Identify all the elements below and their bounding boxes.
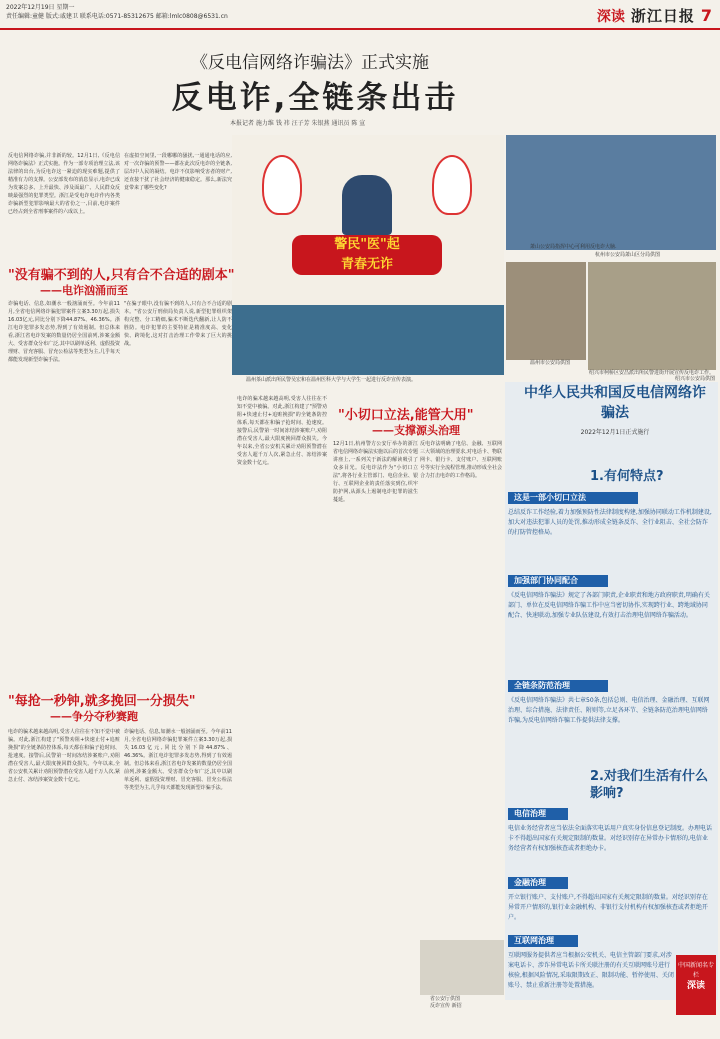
- tag-finance: 金融治理: [508, 877, 568, 889]
- section-name: 深读: [596, 8, 625, 25]
- paper-name: 浙江日报: [630, 7, 695, 25]
- mascot-left-icon: [262, 155, 302, 215]
- section2-text: 电诈的骗术越来越高明,受害人往往在不知不觉中被骗。对此,浙江构建了"预警劝阻+快速止付+追赃挽损"的全链条防控体系,每天都在和骗子抢时间、抢速度。接警后,民警第一时间冻结涉案账户,劝阻潜在受害人,最大限度挽回群众损失。今年以来,全省公安机关累计劝阻预警潜在受害人超千万人次,紧急止付、冻结涉案资金数十亿元。: [8, 729, 120, 783]
- anti-fraud-mascot-graphic: [420, 940, 504, 995]
- tag-internet: 互联网治理: [508, 935, 578, 947]
- tag-department-coordination: 加强部门协同配合: [508, 575, 608, 587]
- section3-text-2: 反电诈法明确了电信、金融、互联网三大领域的治理要求,对电话卡、物联网卡、银行卡、支付账户、互联网账号等实行全流程管理,推动形成全社会合力打击电诈的工作格局。: [420, 441, 502, 479]
- photo-shaoxing: [588, 262, 716, 370]
- slogan-line-2: 青春无诈: [340, 257, 393, 272]
- section2-text-2: 诈骗电话、信息,如潮水一般汹涌而至。今年前11月,全省电信网络诈骗犯罪案件立案3.30万起,损失16.03亿元,同比分别下降44.87%、46.36%。浙江电诈犯罪多发态势,得到了有效遏制。但总体来看,浙江省电诈发案的数量仍居全国前列,涉案金额大、受害群众分布广泛,其中以刷单返利、虚假投资理财、冒充客服、冒充公检法等类型为主,几乎每天都能发现新型诈骗手法。: [124, 729, 232, 791]
- text-internet: 互联网服务提供者应当根据公安机关、电信主管部门要求,对涉案电话卡、涉诈异常电话卡所关联注册的有关互联网账号进行核验,根据风险情况,采取限期改正、限制功能、暂停使用、关闭账号、禁止重新注册等处置措施。: [508, 952, 674, 989]
- article-byline: 本报记者 施力维 钱 祎 汪子芳 朱银燕 通讯员 陈 宣: [230, 120, 366, 127]
- column-logo-top: 中国新闻名专栏: [677, 962, 714, 979]
- page-header: [0, 0, 720, 30]
- section2-title: "每抢一秒钟,就多挽回一分损失": [8, 694, 196, 709]
- police-officer-figure: [342, 175, 392, 235]
- photo-command-center: [506, 135, 716, 250]
- main-caption: 温州茶山派出所民警吴宏和在温州医科大学与大学生一起进行反诈宣传表演。: [246, 377, 417, 383]
- section2-subtitle: ——争分夺秒赛跑: [50, 710, 138, 723]
- text-telecom: 电信业务经营者应当依法全面落实电话用户真实身份信息登记制度。办理电话卡不得超出国家有关规定限制的数量。对经识别存在异常办卡情形的,电信业务经营者有权加强核查或者拒绝办卡。: [508, 825, 713, 852]
- article-pretitle: 《反电信网络诈骗法》正式实施: [191, 53, 429, 73]
- tag-full-chain: 全链条防范治理: [508, 680, 608, 692]
- question-1: 1.有何特点?: [590, 469, 664, 484]
- intro-text: 反电信网络诈骗,并非新的较。12月1日,《反电信网络诈骗法》正式实施。作为一部专项治理立法,该法律的出台,为反电诈这一紧迫的现实难题,提供了精准有力的支撑。公安部发布的消息显示,电诈已成为发案总多、上升最快、涉及面最广、人民群众反映最强烈的犯罪类型。浙江是受电诈电诈作内各类诈骗新型犯罪影响最大的省份之一,目前,电诈案件已经占到全省刑事案件的六成以上。: [8, 153, 120, 215]
- mascot-right-icon: [432, 155, 472, 215]
- section3-text: 12月1日,杭州警方公安厅举办的浙江省电信网络诈骗法实施以后的首次专题讲座上,一系列关于新法的解读吸引了众多目光。反电诈法作为"小切口立法",将各行业主管部门、电信企业、银行、互联网企业的责任落实到位,织牢防护网,从源头上遏制电诈犯罪的滋生蔓延。: [333, 441, 419, 503]
- intro-text-2: 在虚拟空间里,一段哪哪的骚扰,一通通电话的应,对一次诈骗的预警——都在此次反电诈的全链条,层出中人民的凝结。电诈不仅影响受害者的财产,还直接干扰了社会经济的健康稳定。那么,新法究竟带来了哪些变化?: [124, 153, 232, 191]
- tag-telecom: 电信治理: [508, 808, 568, 820]
- section1-title: "没有骗不到的人,只有合不合适的剧本": [8, 268, 235, 283]
- header-editors: 责任编辑:童健 版式:戚建卫 联系电话:0571-85312675 邮箱:lmlc0808@6531.cn: [6, 13, 228, 20]
- section3-subtitle: ——支撑源头治理: [372, 424, 460, 437]
- middle-text: 电诈的骗术越来越高明,受害人往往在不知不觉中被骗。对此,浙江构建了"预警劝阻+快速止付+追赃挽损"的全链条防控体系,每天都在和骗子抢时间、抢速度。接警后,民警第一时间冻结涉案账户,劝阻潜在受害人,最大限度挽回群众损失。今年以来,全省公安机关累计劝阻预警潜在受害人超千万人次,紧急止付、冻结涉案资金数十亿元。: [237, 396, 327, 466]
- bottom-photo-credit: 省公安厅供图: [430, 996, 461, 1002]
- page-number: 7: [700, 6, 712, 25]
- section1-text: 诈骗电话、信息,如潮水一般汹涌而至。今年前11月,全省电信网络诈骗犯罪案件立案3.30万起,损失16.03亿元,同比分别下降44.87%、46.36%。浙江电诈犯罪多发态势,得到了有效遏制。但总体来看,浙江省电诈发案的数量仍居全国前列,涉案金额大、受害群众分布广泛,其中以刷单返利、虚假投资理财、冒充客服、冒充公检法等类型为主,几乎每天都能发现新型诈骗手法。: [8, 301, 120, 363]
- text-small-legislation: 总结反诈工作经验,着力加强预防性法律制度构建,加强协同联动工作机制建设,加大对违法犯罪人员的处罚,推动形成全链条反诈、全行业阻击、全社会防诈的打防管控格局。: [508, 509, 712, 536]
- photo3-credit: 绍兴市公安局供图: [675, 376, 716, 382]
- photo1-credit: 杭州市公安局萧山区分局供图: [595, 252, 661, 258]
- stage-background: [232, 305, 504, 375]
- question-2: 2.对我们生活有什么影响?: [590, 769, 708, 801]
- text-department-coordination: 《反电信网络诈骗法》规定了各部门职责,企业职责和地方政府职责,明确有关部门、单位在反电信网络诈骗工作中应当密切协作,实现跨行业、跨地域协同配合、快速联动,加强专业队伍建设,有效打击治理电信网络诈骗活动。: [508, 592, 710, 619]
- photo3-caption: 绍兴市柯桥区安昌派出所民警进街开展宣传反电诈工作。: [589, 370, 715, 376]
- photo-wenzhou: [506, 262, 586, 360]
- law-box-title: 中华人民共和国反电信网络诈骗法: [524, 385, 706, 421]
- slogan-line-1: 警民"医"起: [334, 237, 400, 252]
- article-title: 反电诈,全链条出击: [171, 80, 459, 116]
- section1-text-2: "在骗子眼中,没有骗不到的人,只有合不合适的剧本。"省公安厅刑侦局负责人说,新型犯罪组织架构完整、分工精细,骗术不断迭代翻新,让人防不胜防。电诈犯罪的主要特征是精准度高、变化快、跨境化,这对打击治理工作带来了巨大的挑战。: [124, 301, 232, 347]
- law-box-date: 2022年12月1日正式施行: [580, 429, 650, 436]
- header-date: 2022年12月19日 星期一: [6, 4, 75, 11]
- text-full-chain: 《反电信网络诈骗法》共七章50条,包括总则、电信治理、金融治理、互联网治理、综合措施、法律责任、附则等,立足各环节、全链条防范治理电信网络诈骗,为反电信网络诈骗工作提供法律支撑。: [508, 697, 710, 724]
- main-illustration: [232, 135, 504, 375]
- slogan-sign: [292, 235, 442, 275]
- column-logo: [676, 955, 716, 1015]
- text-finance: 开立银行账户、支付账户,不得超出国家有关规定限制的数量。对经识别存在异常开户情形的,银行业金融机构、非银行支付机构有权加强核查或者拒绝开户。: [508, 894, 708, 921]
- column-logo-bottom: 深读: [686, 981, 705, 991]
- photo2-credit: 温州市公安局供图: [530, 360, 571, 366]
- photo1-caption: 萧山公安局指挥中心可利用反电诈大脑.: [530, 244, 617, 250]
- header-meta: [6, 3, 228, 21]
- tag-small-legislation: 这是一部小切口立法: [508, 492, 638, 504]
- section1-subtitle: ——电诈汹涌而至: [40, 284, 128, 297]
- header-masthead: [597, 5, 712, 26]
- bottom-photo-caption: 反诈宣传 新招: [430, 1003, 462, 1009]
- section3-title: "小切口立法,能管大用": [338, 408, 474, 423]
